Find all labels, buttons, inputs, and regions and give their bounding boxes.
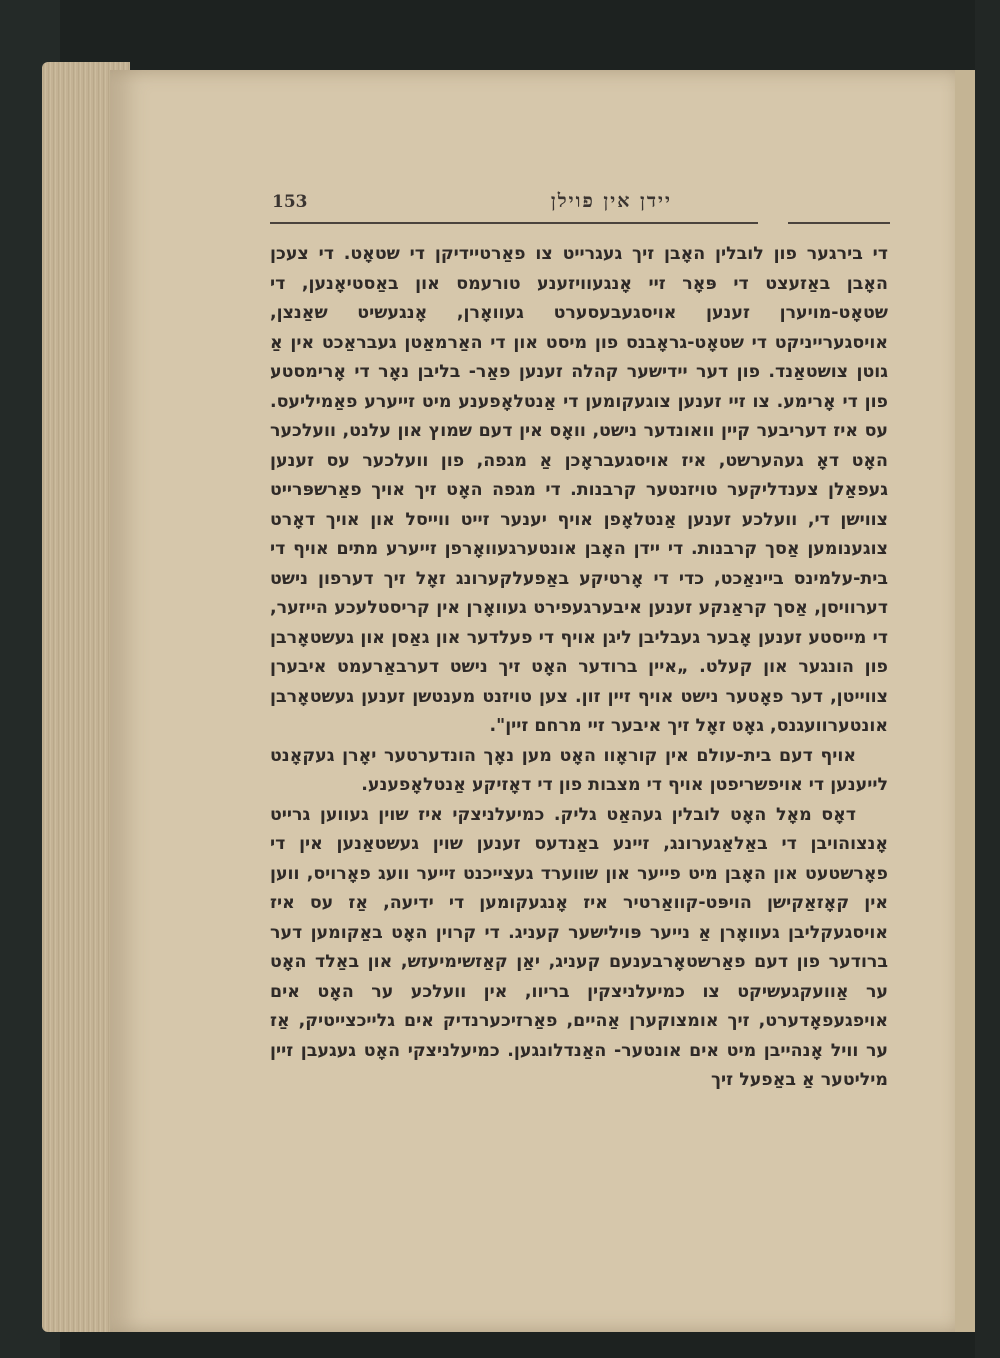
- page-number: 153: [272, 192, 308, 212]
- header-rule: [270, 222, 758, 224]
- book-cover-right: [975, 0, 1000, 1358]
- paragraph-1: די בירגער פון לובלין האָבן זיך געגרייט צו פאַרטיידיקן די שטאָט. די צעכן האָבן באַזעצט די פּאָר זיי אָנגעוויזענע טורעמס און באַסטיאָנען, די שטאָט-מויערן זענען אויסגעבעסערט געוואָרן, אָנגעשיט שאַנצן, אויסגערייניקט די שטאָט-גראָבנס פון מיסט און די האַרמאַטן געבראַכט אין אַ גוטן צושטאַנד. פון דער יידישער קהלה זענען פאַר- בליבן נאָר די אָרימסטע פון די אָרימע. צו זיי זענען צוגעקומען די אַנטלאָפענע מיט זייערע פאַמיליעס. עס איז דעריבער קיין וואונדער נישט, וואָס אין דעם שמוץ און עלנט, וועלכער האָט דאָ געהערשט, איז אויסגעבראָכן אַ מגפה, פון וועלכער עס זענען געפאַלן צענדליקער טויזנטער קרבנות. די מגפה האָט זיך אויך פאַרשפּרייט צווישן די, וועלכע זענען אַנטלאָפן אויף יענער זייט ווייסל און אויך דאָרט צוגענומען אַסך קרבנות. די יידן האָבן אונטערגעוואָרפן זייערע מתים אויף די בית-עלמינס ביינאַכט, כדי די אָרטיקע באַפעלקערונג זאָל זיך דערפון נישט דערוויסן, אַסך קראַנקע זענען איבערגעפירט געוואָרן אין קריסטלעכע הייזער, די מייסטע זענען אָבער געבליבן ליגן אויף די פעלדער און גאַסן און געשטאָרבן פון הונגער און קעלט. „איין ברודער האָט זיך נישט דערבאַרעמט איבערן צווייטן, דער פאָטער נישט אויף זיין זון. צען טויזנט מענטשן זענען געשטאָרבן אונטערוועגנס, גאָט זאָל זיך איבער זיי מרחם זיין".: [270, 244, 888, 736]
- body-text: [270, 240, 888, 1096]
- running-head: יידן אין פוילן: [550, 190, 672, 212]
- paragraph-2: אויף דעם בית-עולם אין קוראָוו האָט מען נאָך הונדערטער יאָרן געקאָנט לייענען די אויפשריפטן אויף די מצבות פון די דאָזיקע אַנטלאָפענע.: [270, 745, 888, 795]
- page-header: [272, 190, 892, 230]
- facing-page-edge: [955, 70, 977, 1332]
- paragraph-3: דאָס מאָל האָט לובלין געהאַט גליק. כמיעלניצקי איז שוין געווען גרייט אָנצוהויבן די באַלאַגערונג, זיינע באַנדעס זענען שוין געשטאַנען אין די פאָרשטעט און האָבן מיט פייער און שווערד געצייכנט זייער וועג פאָרויס, ווען אין קאָזאַקישן הויפּט-קוואַרטיר איז אָנגעקומען די ידיעה, אַז עס איז אויסגעקליבן געוואָרן אַ נייער פּוילישער קעניג. די קרוין האָט באַקומען דער ברודער פון דעם פאַרשטאָרבענעם קעניג, יאַן קאַזשימיעזש, און באַלד האָט ער אַוועקגעשיקט צו כמיעלניצקין בריוו, אין וועלכע ער האָט אים אויפגעפאָדערט, זיך אומצוקערן אַהיים, פאַרזיכערנדיק אים גלייכצייטיק, אַז ער וויל אָנהייבן מיט אים אונטער- האַנדלונגען. כמיעלניצקי האָט געגעבן זיין מיליטער אַ באַפעל זיך: [270, 804, 888, 1090]
- header-rule-short: [788, 222, 890, 224]
